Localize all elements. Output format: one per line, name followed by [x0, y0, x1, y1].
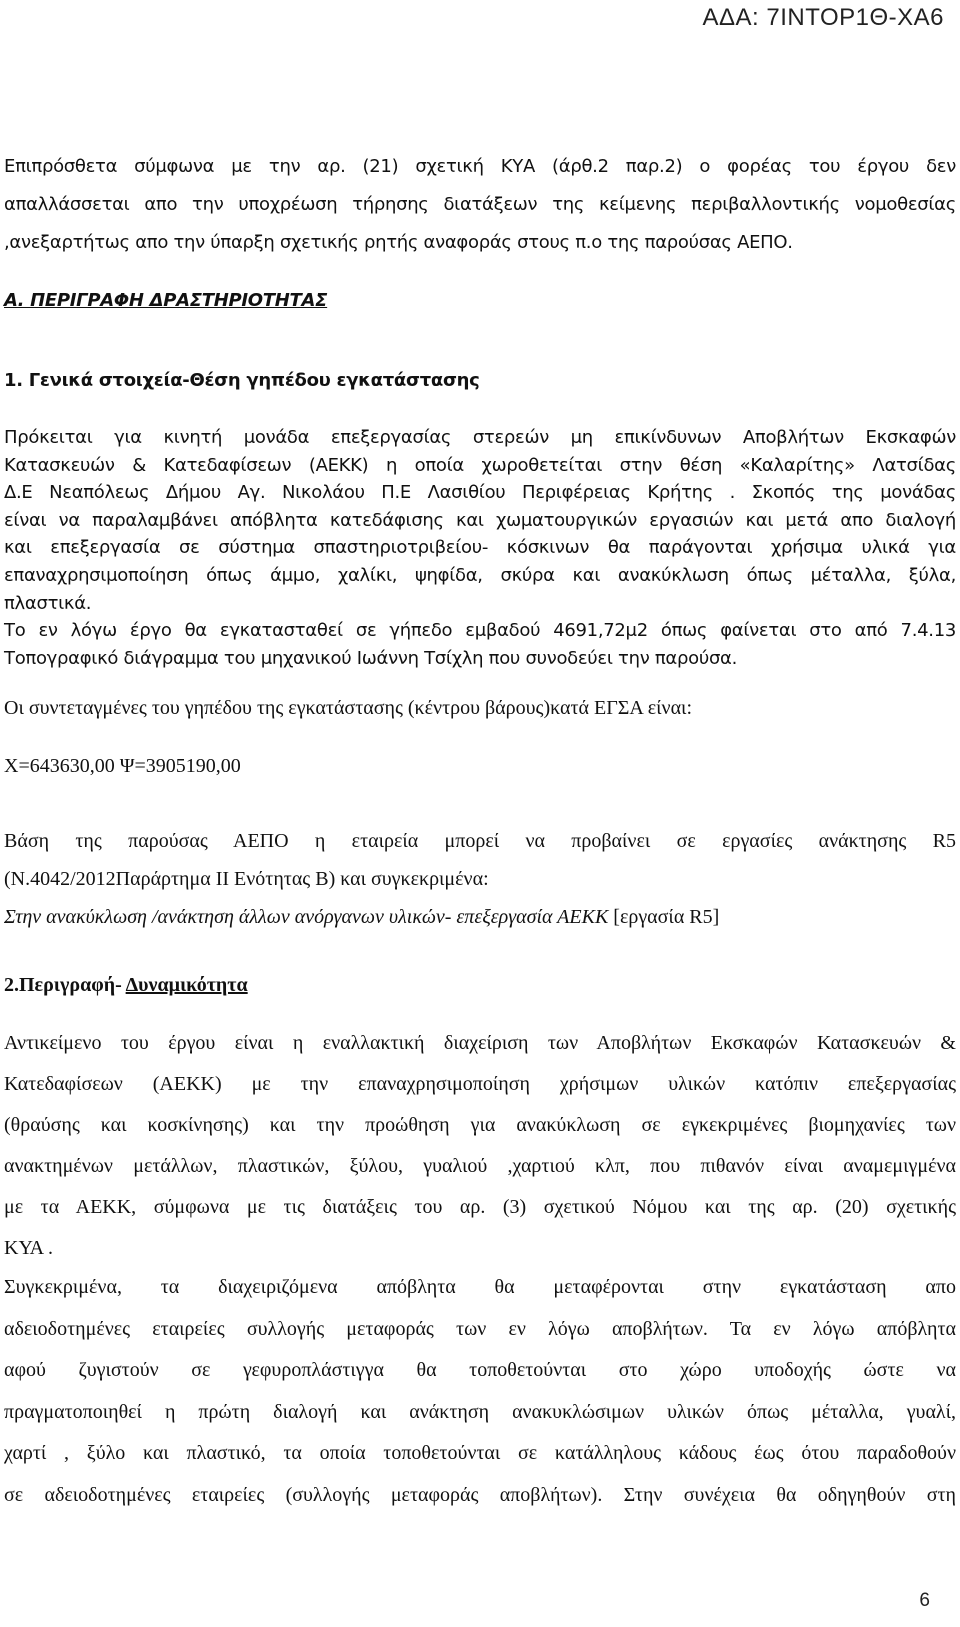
text-line: ,ανεξαρτήτως απο την ύπαρξη σχετικής ρητής αναφοράς στους π.ο της παρούσας ΑΕΠΟ.	[4, 232, 793, 253]
section-2-paragraph-2	[4, 1267, 956, 1517]
text-line: (Ν.4042/2012Παράρτημα ΙΙ Ενότητας Β) και συγκεκριμένα:	[4, 868, 489, 890]
text-line: αδειοδοτημένες εταιρείες συλλογής μεταφοράς των εν λόγω αποβλήτων. Τα εν λόγω απόβλητα	[4, 1317, 956, 1340]
text-line: με τα ΑΕΚΚ, σύμφωνα με τις διατάξεις του αρ. (3) σχετικού Νόμου και της αρ. (20) σχετικής	[4, 1196, 956, 1218]
text-line: αφού ζυγιστούν σε γεφυροπλάστιγγα θα τοποθετούνται στο χώρο υποδοχής ώστε να	[4, 1359, 956, 1382]
text-line: πραγματοποιηθεί η πρώτη διαλογή και ανάκτηση ανακυκλώσιμων υλικών όπως μέταλλα, γυαλί,	[4, 1400, 956, 1423]
text-line: χαρτί , ξύλο και πλαστικό, τα οποία τοποθετούνται σε κατάλληλους κάδους έως ότου παραδοθούν	[4, 1442, 956, 1465]
text-line: είναι να παραλαμβάνει απόβλητα κατεδάφισης και χωματουργικών εργασιών και μετά απο διαλογή	[4, 509, 956, 531]
page-number: 6	[919, 1590, 930, 1611]
basis-paragraph	[4, 822, 956, 898]
text-line: Το εν λόγω έργο θα εγκατασταθεί σε γήπεδο εμβαδού 4691,72μ2 όπως φαίνεται στο από 7.4.13	[4, 620, 956, 642]
text-line: Βάση της παρούσας ΑΕΠΟ η εταιρεία μπορεί να προβαίνει σε εργασίες ανάκτησης R5	[4, 830, 956, 852]
text-line: ανακτημένων μετάλλων, πλαστικών, ξύλου, γυαλιού ,χαρτιού κλπ, που πιθανόν είναι αναμεμιγμένα	[4, 1155, 956, 1177]
text-line: Δ.Ε Νεαπόλεως Δήμου Αγ. Νικολάου Π.Ε Λασιθίου Περιφέρειας Κρήτης . Σκοπός της μονάδας	[4, 482, 956, 504]
activity-code: [εργασία R5]	[608, 906, 720, 928]
activity-line	[4, 903, 956, 931]
text-line: επαναχρησιμοποίηση όπως άμμο, χαλίκι, ψηφίδα, σκύρα και ανακύκλωση όπως μέταλλα, ξύλα,	[4, 564, 956, 586]
section-a-heading: Α. ΠΕΡΙΓΡΑΦΗ ΔΡΑΣΤΗΡΙΟΤΗΤΑΣ	[4, 290, 328, 311]
text-line: Κατεδαφίσεων (ΑΕΚΚ) με την επαναχρησιμοποίηση χρήσιμων υλικών κατόπιν επεξεργασίας	[4, 1073, 956, 1095]
text-line: (θραύσης και κοσκίνησης) και την προώθηση για ανακύκλωση σε εγκεκριμένες βιομηχανίες των	[4, 1114, 956, 1136]
intro-paragraph	[4, 148, 956, 262]
section-1-paragraph	[4, 424, 956, 672]
text-line: Κατασκευών & Κατεδαφίσεων (ΑΕΚΚ) η οποία χωροθετείται στην θέση «Καλαρίτης» Λατσίδας	[4, 454, 956, 476]
text-line: Πρόκειται για κινητή μονάδα επεξεργασίας στερεών μη επικίνδυνων Αποβλήτων Εκσκαφών	[4, 427, 956, 448]
coordinates-value: Χ=643630,00 Ψ=3905190,00	[4, 755, 241, 777]
section-2-paragraph-1	[4, 1023, 956, 1269]
text-line: απαλλάσσεται απο την υποχρέωση τήρησης διατάξεων της κείμενης περιβαλλοντικής νομοθεσίας	[4, 194, 956, 215]
text-line: και επεξεργασία σε σύστημα σπαστηριοτριβείου- κόσκινων θα παράγονται χρήσιμα υλικά για	[4, 537, 956, 559]
text-line: ΚΥΑ .	[4, 1237, 53, 1259]
section-2-title-prefix: 2.Περιγραφή-	[4, 974, 126, 996]
coordinates-intro: Οι συντεταγμένες του γηπέδου της εγκατάστασης (κέντρου βάρους)κατά ΕΓΣΑ είναι:	[4, 697, 692, 719]
text-line: πλαστικά.	[4, 592, 92, 614]
section-1-heading: 1. Γενικά στοιχεία-Θέση γηπέδου εγκατάστασης	[4, 370, 480, 391]
activity-italic: Στην ανακύκλωση /ανάκτηση άλλων ανόργανων υλικών- επεξεργασία ΑΕΚΚ	[4, 906, 609, 928]
text-line: σε αδειοδοτημένες εταιρείες (συλλογής μεταφοράς αποβλήτων). Στην συνέχεια θα οδηγηθούν στη	[4, 1483, 956, 1506]
text-line: Τοπογραφικό διάγραμμα του μηχανικού Ιωάννη Τσίχλη που συνοδεύει την παρούσα.	[4, 647, 738, 669]
section-2-title-underlined: Δυναμικότητα	[125, 974, 248, 996]
ada-code: ΑΔΑ: 7ΙΝΤΟΡ1Θ-ΧΑ6	[702, 4, 944, 31]
text-line: Συγκεκριμένα, τα διαχειριζόμενα απόβλητα θα μεταφέρονται στην εγκατάσταση απο	[4, 1276, 956, 1298]
text-line: Αντικείμενο του έργου είναι η εναλλακτική διαχείριση των Αποβλήτων Εκσκαφών Κατασκευών &	[4, 1032, 956, 1054]
text-line: Επιπρόσθετα σύμφωνα με την αρ. (21) σχετική ΚΥΑ (άρθ.2 παρ.2) ο φορέας του έργου δεν	[4, 156, 956, 177]
section-2-heading	[4, 971, 956, 999]
